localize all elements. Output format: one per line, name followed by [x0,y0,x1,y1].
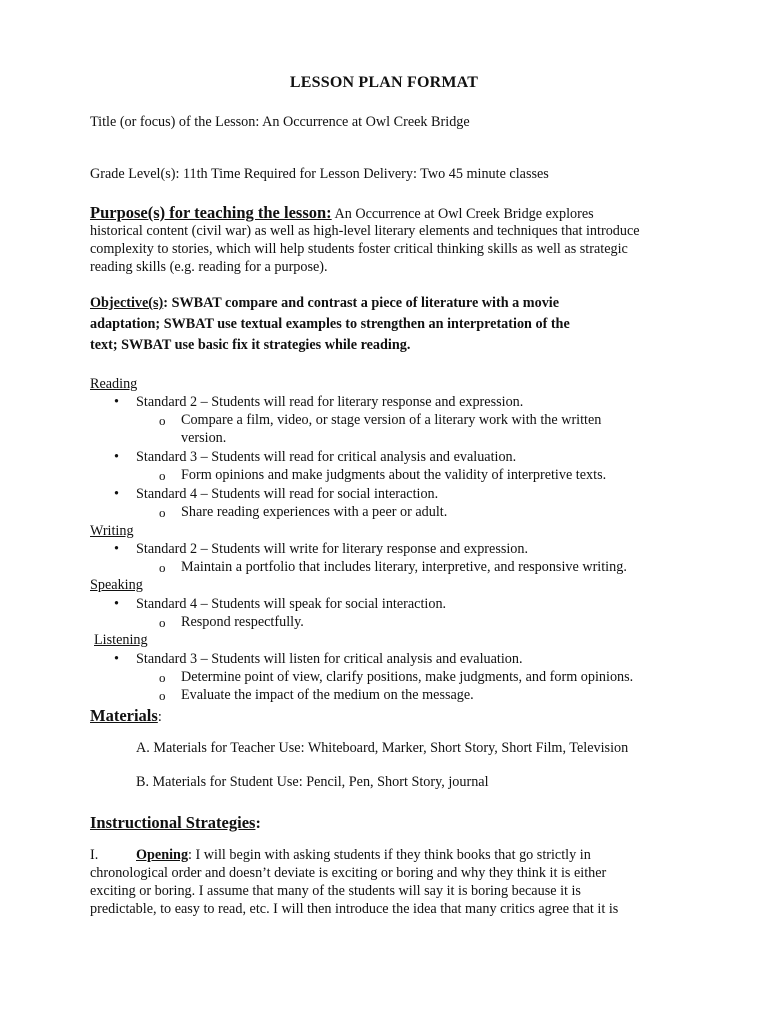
sub-item: Form opinions and make judgments about the validity of interpretive texts. [181,467,607,483]
sub-item: Evaluate the impact of the medium on the message. [181,687,474,703]
sub-bullet-icon: o [159,560,166,575]
sub-item: Maintain a portfolio that includes literary, interpretive, and responsive writing. [181,559,627,575]
standard-item: Standard 3 – Students will listen for critical analysis and evaluation. [136,651,523,667]
objectives-line: text; SWBAT use basic fix it strategies while reading. [90,337,411,353]
objectives-colon: : [163,295,169,311]
sub-bullet-icon: o [159,413,166,428]
purpose-heading: Purpose(s) for teaching the lesson: [90,203,332,222]
sub-bullet-icon: o [159,468,166,483]
sub-bullet-icon: o [159,688,166,703]
objectives-line: adaptation; SWBAT use textual examples to strengthen an interpretation of the [90,316,570,332]
bullet-icon: • [114,651,119,667]
instructional-heading: Instructional Strategies [90,813,256,832]
materials-heading-line [90,706,162,726]
purpose-first-line [90,203,594,223]
sub-item-continuation: version. [181,430,227,446]
objectives-first-line [90,295,559,312]
sub-bullet-icon: o [159,615,166,630]
sub-item: Respond respectfully. [181,614,304,630]
purpose-line: complexity to stories, which will help students foster critical thinking skills as well as strategic [90,241,628,257]
page-title: LESSON PLAN FORMAT [289,74,479,91]
listening-heading: Listening [94,632,148,648]
bullet-icon: • [114,394,119,410]
grade-level-line: Grade Level(s): 11th Time Required for Lesson Delivery: Two 45 minute classes [90,166,549,182]
sub-bullet-icon: o [159,505,166,520]
standard-item: Standard 4 – Students will speak for social interaction. [136,596,447,612]
opening-label: Opening [136,847,189,863]
instructional-heading-line [90,813,261,833]
materials-teacher: A. Materials for Teacher Use: Whiteboard, Marker, Short Story, Short Film, Television [136,740,629,756]
materials-heading: Materials [90,706,158,725]
speaking-heading: Speaking [90,577,143,593]
purpose-line: historical content (civil war) as well as high-level literary elements and techniques that introduce [90,223,640,239]
materials-student: B. Materials for Student Use: Pencil, Pen, Short Story, journal [136,774,489,790]
sub-item: Compare a film, video, or stage version of a literary work with the written [181,412,602,428]
instructional-colon: : [255,813,261,832]
standard-item: Standard 3 – Students will read for critical analysis and evaluation. [136,449,517,465]
opening-first-line [136,847,591,864]
objectives-text: SWBAT compare and contrast a piece of literature with a movie [168,295,560,311]
sub-item: Determine point of view, clarify positions, make judgments, and form opinions. [181,669,634,685]
purpose-line: reading skills (e.g. reading for a purpose). [90,259,328,275]
bullet-icon: • [114,449,119,465]
standard-item: Standard 4 – Students will read for social interaction. [136,486,439,502]
materials-colon: : [157,709,162,725]
lesson-title-line: Title (or focus) of the Lesson: An Occurrence at Owl Creek Bridge [90,114,470,130]
opening-line: chronological order and doesn’t deviate is exciting or boring and why they think it is either [90,865,607,881]
standard-item: Standard 2 – Students will read for literary response and expression. [136,394,524,410]
objectives-heading: Objective(s) [90,295,164,311]
bullet-icon: • [114,596,119,612]
purpose-text: An Occurrence at Owl Creek Bridge explores [331,206,594,222]
opening-line: predictable, to easy to read, etc. I will then introduce the idea that many critics agree that it is [90,901,619,917]
opening-line: exciting or boring. I assume that many of the students will say it is boring because it is [90,883,581,899]
standard-item: Standard 2 – Students will write for literary response and expression. [136,541,529,557]
reading-heading: Reading [90,376,138,392]
sub-bullet-icon: o [159,670,166,685]
opening-text: : I will begin with asking students if they think books that go strictly in [188,847,591,863]
writing-heading: Writing [90,523,134,539]
bullet-icon: • [114,541,119,557]
bullet-icon: • [114,486,119,502]
numeral: I. [90,847,99,863]
sub-item: Share reading experiences with a peer or adult. [181,504,448,520]
